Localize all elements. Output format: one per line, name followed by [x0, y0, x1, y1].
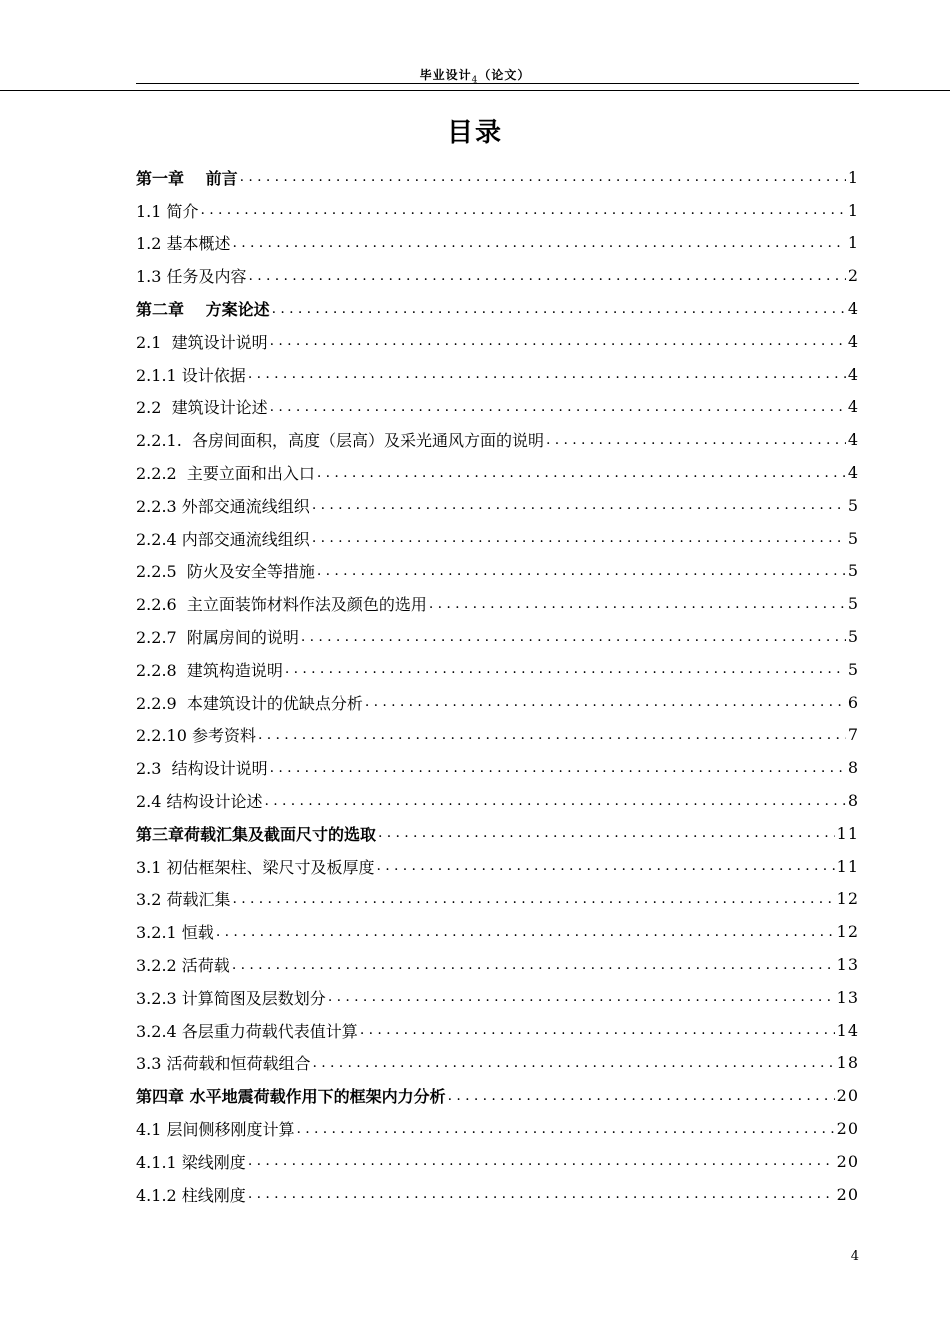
toc-dot-leader	[312, 530, 846, 546]
toc-entry-page: 20	[836, 1184, 859, 1204]
toc-entry[interactable]	[136, 653, 859, 686]
toc-entry-label: 2.2 建筑设计论述	[136, 398, 268, 418]
toc-entry[interactable]	[136, 555, 859, 588]
toc-entry-page: 4	[847, 463, 859, 483]
toc-entry[interactable]	[136, 850, 859, 883]
toc-dot-leader	[360, 1022, 835, 1038]
toc-entry-page: 5	[847, 594, 859, 614]
toc-entry[interactable]	[136, 391, 859, 424]
toc-entry[interactable]	[136, 522, 859, 555]
toc-entry-label: 2.2.3 外部交通流线组织	[136, 496, 310, 516]
toc-dot-leader	[240, 169, 846, 185]
toc-dot-leader	[201, 202, 846, 218]
toc-entry[interactable]	[136, 358, 859, 391]
toc-entry-label: 3.2 荷载汇集	[136, 890, 231, 910]
table-of-contents	[136, 161, 859, 1211]
toc-dot-leader	[297, 1121, 835, 1137]
toc-entry-page: 5	[847, 627, 859, 647]
toc-entry[interactable]	[136, 259, 859, 292]
toc-dot-leader	[270, 760, 846, 776]
toc-entry[interactable]	[136, 1112, 859, 1145]
toc-dot-leader	[265, 793, 846, 809]
toc-entry-page: 4	[847, 299, 859, 319]
toc-entry-label: 2.2.8 建筑构造说明	[136, 660, 283, 680]
toc-entry-page: 12	[836, 889, 859, 909]
toc-entry-page: 13	[836, 987, 859, 1007]
toc-dot-leader	[301, 629, 846, 645]
toc-entry-label: 3.2.4 各层重力荷载代表值计算	[136, 1021, 358, 1041]
toc-entry-page: 6	[847, 692, 859, 712]
toc-entry[interactable]	[136, 1047, 859, 1080]
toc-dot-leader	[248, 366, 846, 382]
toc-entry-label: 2.3 结构设计说明	[136, 759, 268, 779]
toc-entry-page: 8	[847, 758, 859, 778]
toc-chapter-entry[interactable]	[136, 1079, 859, 1112]
toc-entry[interactable]	[136, 489, 859, 522]
toc-entry-page: 7	[847, 725, 859, 745]
toc-entry-page: 4	[847, 331, 859, 351]
toc-entry[interactable]	[136, 784, 859, 817]
page-number: 4	[850, 1249, 859, 1264]
toc-entry-page: 20	[836, 1151, 859, 1171]
toc-dot-leader	[429, 596, 846, 612]
toc-entry[interactable]	[136, 1145, 859, 1178]
toc-entry-label: 第四章 水平地震荷载作用下的框架内力分析	[136, 1087, 446, 1107]
toc-dot-leader	[248, 1186, 835, 1202]
toc-entry-page: 18	[836, 1053, 859, 1073]
toc-entry[interactable]	[136, 325, 859, 358]
toc-dot-leader	[448, 1088, 835, 1104]
toc-entry-label: 第三章荷载汇集及截面尺寸的选取	[136, 824, 377, 844]
toc-entry[interactable]	[136, 456, 859, 489]
toc-entry[interactable]	[136, 751, 859, 784]
toc-dot-leader	[272, 301, 846, 317]
toc-entry-label: 4.1.2 柱线刚度	[136, 1185, 246, 1205]
toc-entry-page: 14	[836, 1020, 859, 1040]
toc-entry[interactable]	[136, 719, 859, 752]
toc-entry-page: 1	[847, 167, 859, 187]
toc-entry[interactable]	[136, 915, 859, 948]
toc-entry[interactable]	[136, 587, 859, 620]
toc-chapter-entry[interactable]	[136, 292, 859, 325]
toc-entry-label: 2.4 结构设计论述	[136, 792, 263, 812]
toc-entry-page: 12	[836, 922, 859, 942]
toc-dot-leader	[249, 268, 846, 284]
toc-dot-leader	[378, 825, 835, 841]
toc-entry-label: 3.2.1 恒载	[136, 923, 214, 943]
toc-entry-page: 4	[847, 364, 859, 384]
toc-entry-page: 11	[836, 823, 859, 843]
header-rule-full	[0, 90, 950, 91]
toc-dot-leader	[328, 989, 835, 1005]
toc-entry-label: 第二章 方案论述	[136, 300, 270, 320]
toc-entry[interactable]	[136, 194, 859, 227]
toc-entry[interactable]	[136, 227, 859, 260]
toc-entry-label: 3.2.2 活荷载	[136, 956, 230, 976]
toc-dot-leader	[377, 858, 835, 874]
toc-entry[interactable]	[136, 1014, 859, 1047]
header-subscript: 4	[471, 75, 479, 86]
toc-entry-label: 2.2.7 附属房间的说明	[136, 628, 299, 648]
toc-entry-label: 1.1 简介	[136, 201, 199, 221]
toc-entry[interactable]	[136, 948, 859, 981]
toc-dot-leader	[270, 399, 846, 415]
toc-entry-label: 2.2.9 本建筑设计的优缺点分析	[136, 693, 363, 713]
toc-entry-label: 2.2.10 参考资料	[136, 726, 256, 746]
toc-dot-leader	[365, 694, 846, 710]
toc-dot-leader	[232, 957, 835, 973]
toc-dot-leader	[258, 727, 846, 743]
toc-entry[interactable]	[136, 981, 859, 1014]
toc-entry-label: 3.3 活荷载和恒荷载组合	[136, 1054, 311, 1074]
toc-dot-leader	[216, 924, 835, 940]
toc-entry-label: 2.1 建筑设计说明	[136, 332, 268, 352]
toc-dot-leader	[312, 497, 846, 513]
toc-entry-page: 8	[847, 791, 859, 811]
toc-entry-page: 11	[836, 856, 859, 876]
toc-entry-label: 1.2 基本概述	[136, 234, 231, 254]
toc-dot-leader	[317, 465, 846, 481]
toc-chapter-entry[interactable]	[136, 817, 859, 850]
toc-entry-label: 3.2.3 计算简图及层数划分	[136, 988, 326, 1008]
toc-entry-label: 4.1 层间侧移刚度计算	[136, 1120, 295, 1139]
header-text: 毕业设计	[419, 68, 472, 82]
toc-entry-page: 2	[847, 266, 859, 286]
toc-entry[interactable]	[136, 883, 859, 916]
toc-entry-page: 1	[847, 233, 859, 253]
toc-entry-page: 4	[847, 430, 859, 450]
toc-entry-page: 5	[847, 495, 859, 515]
toc-entry-page: 20	[836, 1119, 859, 1138]
toc-dot-leader	[233, 891, 835, 907]
toc-chapter-entry[interactable]	[136, 161, 859, 194]
toc-entry-label: 2.2.5 防火及安全等措施	[136, 562, 315, 582]
header-rule	[136, 83, 859, 84]
toc-dot-leader	[285, 661, 846, 677]
toc-entry-page: 13	[836, 955, 859, 975]
toc-entry-page: 5	[847, 561, 859, 581]
toc-dot-leader	[317, 563, 846, 579]
toc-entry-label: 3.1 初估框架柱、梁尺寸及板厚度	[136, 857, 375, 877]
toc-entry-page: 5	[847, 659, 859, 679]
toc-entry-label: 1.3 任务及内容	[136, 267, 247, 287]
page-title: 目录	[446, 118, 503, 148]
toc-entry-page: 4	[847, 397, 859, 417]
toc-entry-label: 2.2.2 主要立面和出入口	[136, 464, 315, 484]
toc-dot-leader	[270, 333, 846, 349]
toc-entry-page: 5	[847, 528, 859, 548]
toc-dot-leader	[546, 432, 846, 448]
toc-entry-label: 2.2.6 主立面装饰材料作法及颜色的选用	[136, 595, 427, 615]
toc-entry[interactable]	[136, 686, 859, 719]
toc-entry-label: 第一章 前言	[136, 168, 238, 188]
toc-dot-leader	[233, 235, 846, 251]
toc-entry[interactable]	[136, 423, 859, 456]
toc-entry[interactable]	[136, 620, 859, 653]
toc-entry-page: 20	[836, 1086, 859, 1106]
toc-entry-label: 2.2.1. 各房间面积，高度（层高）及采光通风方面的说明	[136, 431, 544, 451]
header-suffix: （论文）	[478, 68, 531, 82]
toc-dot-leader	[248, 1153, 835, 1169]
toc-entry[interactable]	[136, 1178, 859, 1211]
toc-entry-label: 2.1.1 设计依据	[136, 365, 246, 385]
toc-entry-page: 1	[847, 200, 859, 220]
toc-entry-label: 4.1.1 梁线刚度	[136, 1152, 246, 1172]
toc-entry-label: 2.2.4 内部交通流线组织	[136, 529, 310, 549]
toc-dot-leader	[313, 1055, 835, 1071]
